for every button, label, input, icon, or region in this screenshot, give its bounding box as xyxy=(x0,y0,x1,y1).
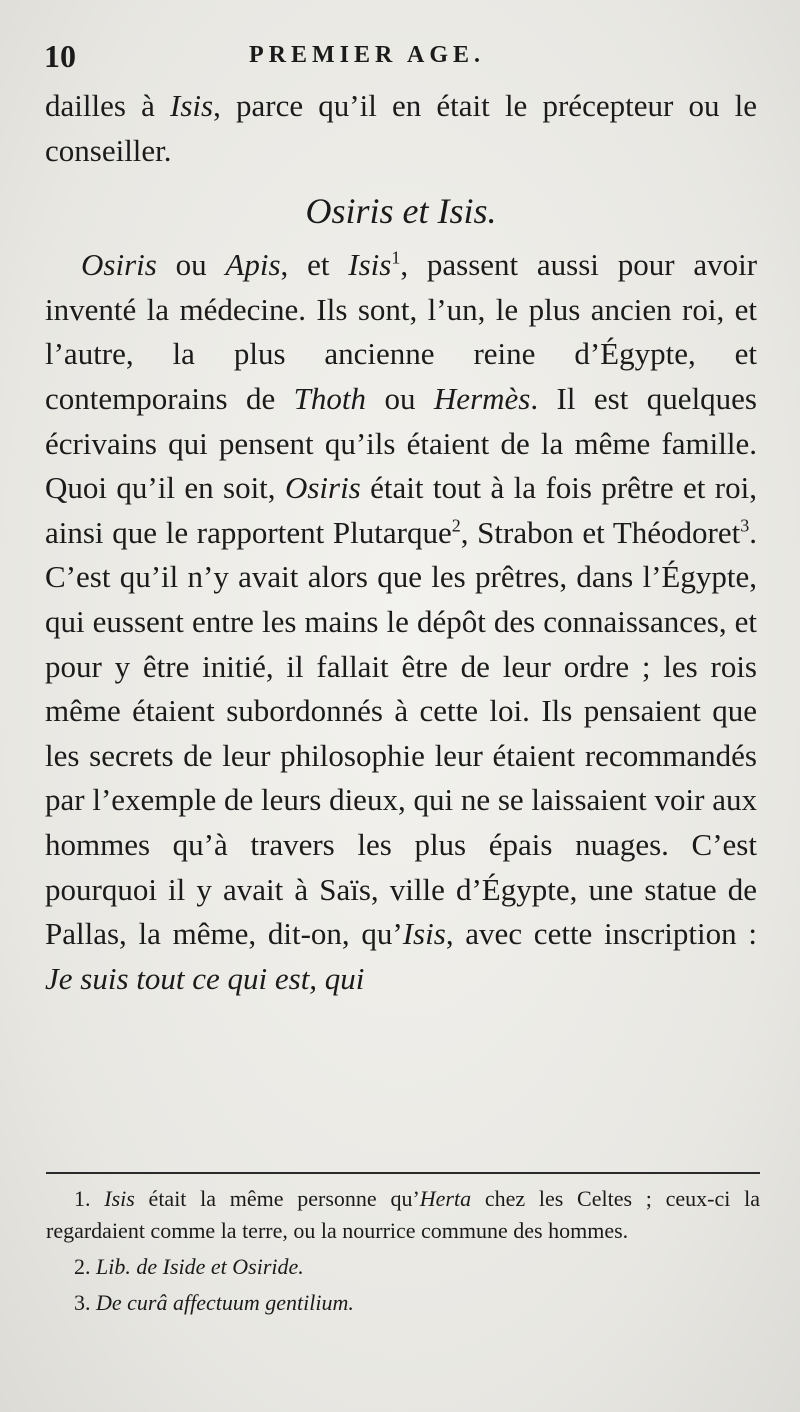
page-header xyxy=(44,38,760,78)
running-title: PREMIER AGE. xyxy=(249,42,486,68)
footnote-3: 3. De curâ affectuum gentilium. xyxy=(74,1290,354,1315)
footnote-1: 1. Isis était la même personne qu’Herta chez les Celtes ; ceux-ci la regardaient comme la terre, ou la nourrice commune des hommes. xyxy=(46,1186,760,1243)
footnote-ref-3[interactable]: 3 xyxy=(740,515,750,536)
footnote-2: 2. Lib. de Iside et Osiride. xyxy=(74,1254,304,1279)
footnote-ref-1[interactable]: 1 xyxy=(391,247,401,268)
paragraph-osiris-isis: Osiris ou Apis, et Isis$^1$, passent aussi pour avoir inventé la médecine. Ils sont, l’un, le plus ancien roi, et l’autre, la plus ancienne reine d’Égypte, et contemporains de Thoth ou Hermès. Il est quelques écrivains qui pensent qu’ils étaient de la même famille. Quoi qu’il en soit, Osiris était tout à la fois prêtre et roi, ainsi que le rapportent Plutarque$^2$, Strabon et Théodoret$^3$. C’est qu’il n’y avait alors que les prêtres, dans l’Égypte, qui eussent entre les mains le dépôt des connaissances, et pour y être initié, il fallait être de leur ordre ; les rois même étaient subordonnés à cette loi. Ils pensaient que les secrets de leur philosophie leur étaient recommandés par l’exemple de leurs dieux, qui ne se laissaient voir aux hommes qu’à travers les plus épais nuages. C’est pourquoi il y avait à Saïs, ville d’Égypte, une statue de Pallas, la même, dit-on, qu’Isis, avec cette inscription : Je suis tout ce qui est, qui xyxy=(45,247,758,996)
footnote-ref-2[interactable]: 2 xyxy=(451,515,461,536)
paragraph-continuation: dailles à Isis, parce qu’il en était le précepteur ou le conseiller. xyxy=(45,88,757,168)
footnotes xyxy=(46,1183,760,1323)
page-number: 10 xyxy=(44,38,76,74)
main-text xyxy=(45,84,757,1001)
section-heading: Osiris et Isis. xyxy=(305,191,497,232)
footnote-divider xyxy=(46,1172,760,1174)
